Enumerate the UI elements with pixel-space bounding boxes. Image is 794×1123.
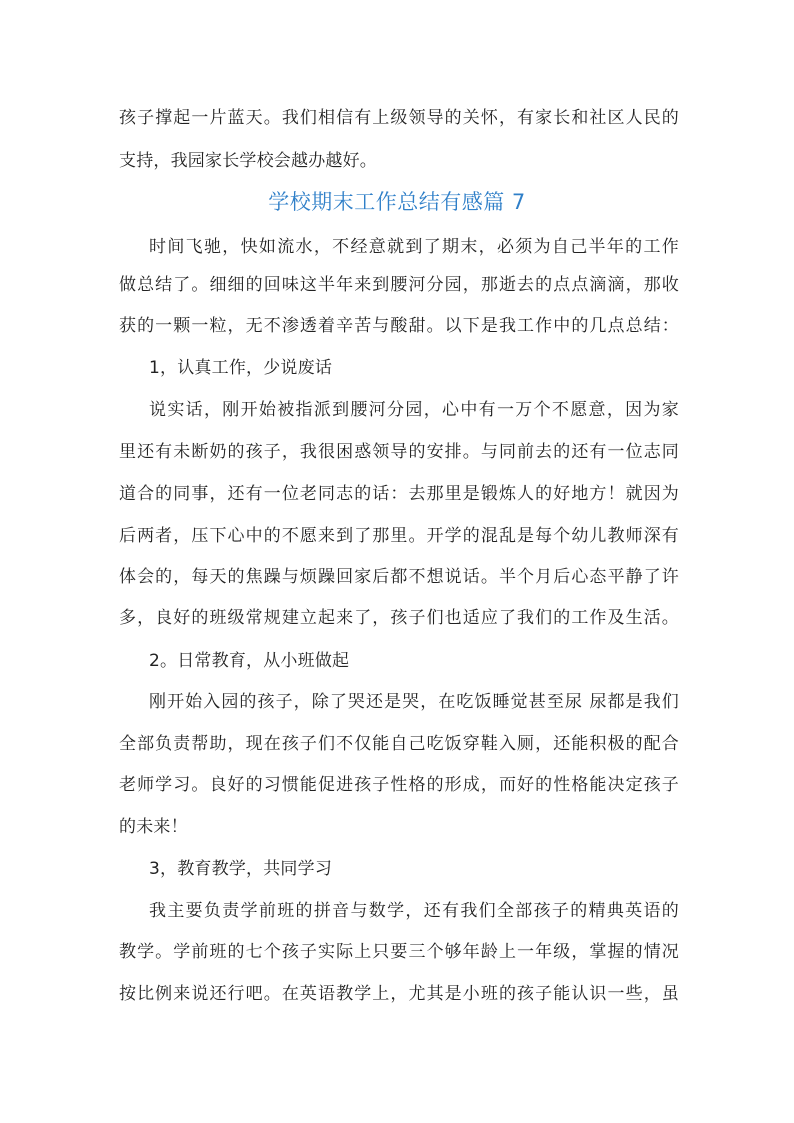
- paragraph-line: 里还有未断奶的孩子，我很困惑领导的安排。与同前去的还有一位志同: [119, 442, 679, 462]
- paragraph-line: 刚开始入园的孩子，除了哭还是哭，在吃饭睡觉甚至尿 尿都是我们: [149, 692, 679, 712]
- subheading: 3，教育教学，共同学习: [149, 859, 333, 879]
- subheading: 2。日常教育，从小班做起: [149, 651, 350, 671]
- paragraph-line: 全部负责帮助，现在孩子们不仅能自己吃饭穿鞋入厕，还能积极的配合: [119, 734, 679, 754]
- paragraph-line: 的未来！: [119, 817, 188, 837]
- paragraph-line: 获的一颗一粒，无不渗透着辛苦与酸甜。以下是我工作中的几点总结：: [119, 316, 679, 336]
- paragraph-line: 时间飞驰，快如流水，不经意就到了期末，必须为自己半年的工作: [149, 237, 679, 257]
- paragraph-line: 说实话，刚开始被指派到腰河分园，心中有一万个不愿意，因为家: [149, 400, 679, 420]
- paragraph-line: 道合的同事，还有一位老同志的话：去那里是锻炼人的好地方！就因为: [119, 484, 679, 504]
- subheading: 1，认真工作，少说废话: [149, 358, 333, 378]
- text-line: 孩子撑起一片蓝天。我们相信有上级领导的关怀，有家长和社区人民的: [119, 108, 679, 128]
- paragraph-line: 老师学习。良好的习惯能促进孩子性格的形成，而好的性格能决定孩子: [119, 775, 679, 795]
- paragraph-line: 做总结了。细细的回味这半年来到腰河分园，那逝去的点点滴滴，那收: [119, 275, 679, 295]
- paragraph-line: 教学。学前班的七个孩子实际上只要三个够年龄上一年级，掌握的情况: [119, 942, 679, 962]
- section-heading: 学校期末工作总结有感篇 7: [268, 190, 526, 214]
- paragraph-line: 多，良好的班级常规建立起来了，孩子们也适应了我们的工作及生活。: [119, 608, 679, 628]
- paragraph-line: 后两者，压下心中的不愿来到了那里。开学的混乱是每个幼儿教师深有: [119, 526, 679, 546]
- text-line: 支持，我园家长学校会越办越好。: [119, 151, 377, 171]
- paragraph-line: 我主要负责学前班的拼音与数学，还有我们全部孩子的精典英语的: [149, 901, 679, 921]
- paragraph-line: 按比例来说还行吧。在英语教学上，尤其是小班的孩子能认识一些，虽: [119, 984, 679, 1004]
- paragraph-line: 体会的，每天的焦躁与烦躁回家后都不想说话。半个月后心态平静了许: [119, 567, 679, 587]
